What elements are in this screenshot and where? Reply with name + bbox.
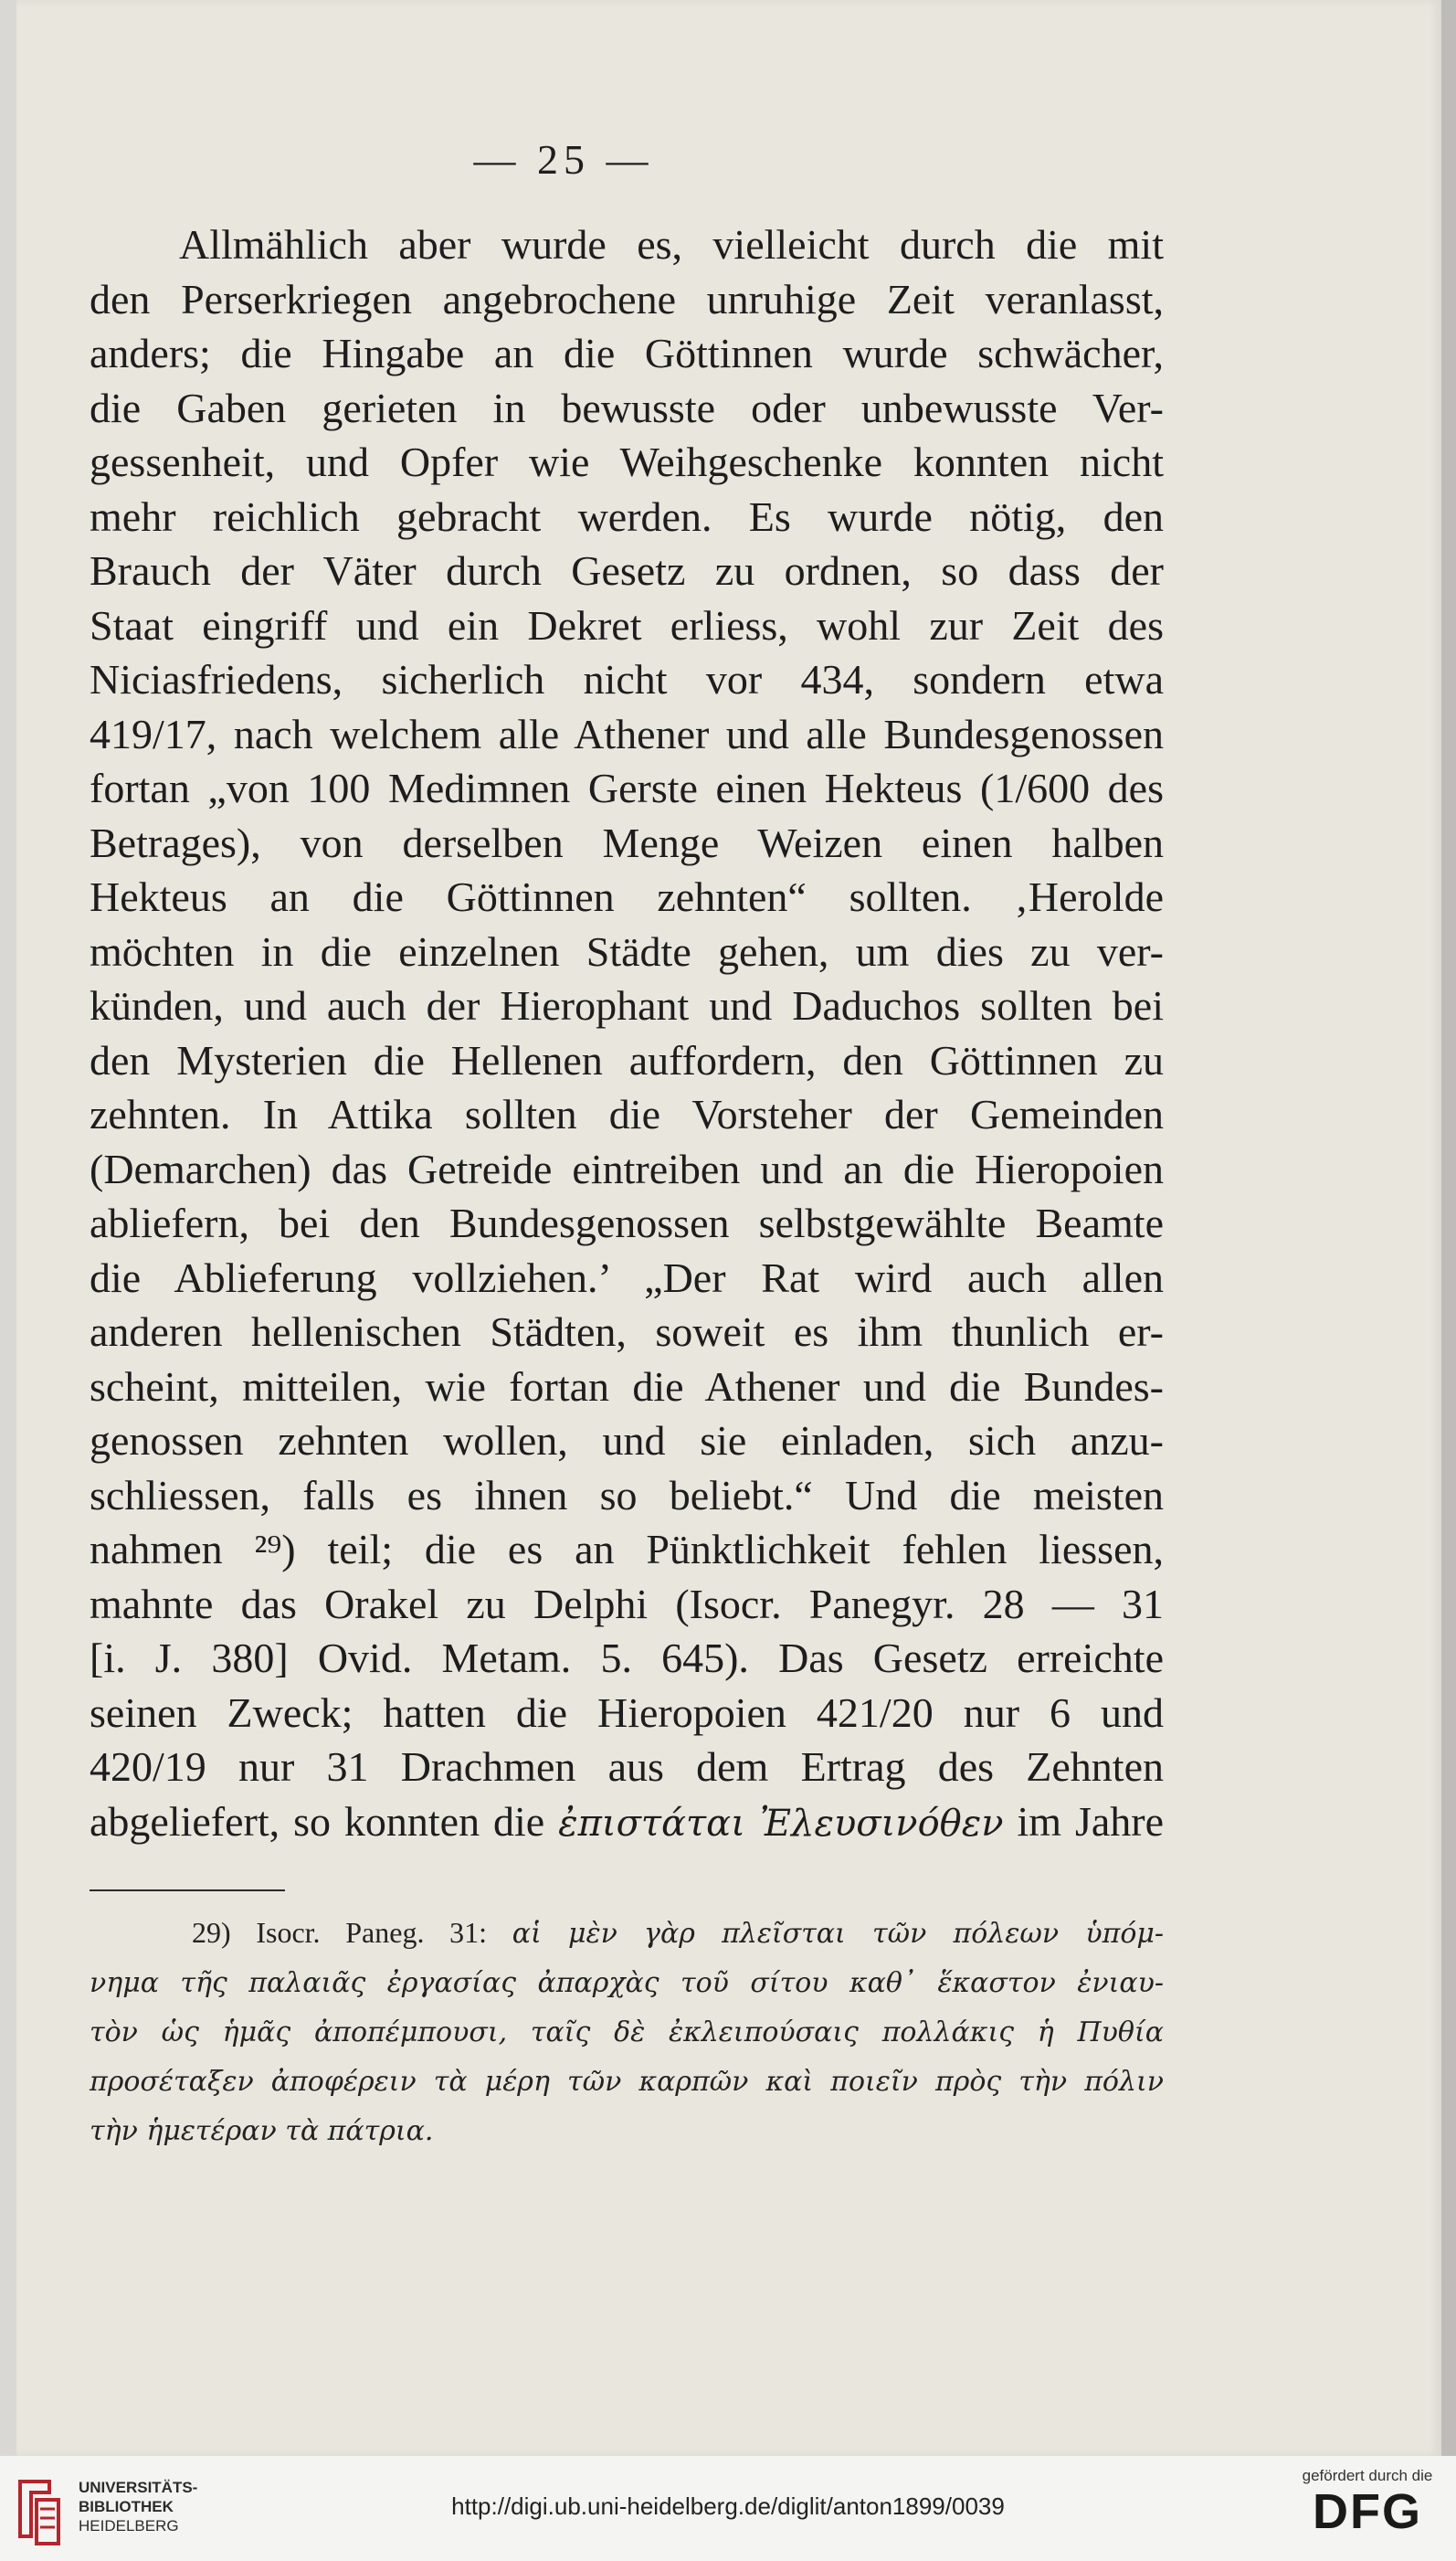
body-line: Niciasfriedens, sicherlich nicht vor 434, sondern etwa <box>90 656 1164 703</box>
body-line: den Perserkriegen angebrochene unruhige Zeit veranlasst, <box>90 275 1164 323</box>
body-line: abliefern, bei den Bundesgenossen selbstgewählte Beamte <box>90 1200 1164 1246</box>
body-line: genossen zehnten wollen, und sie einladen, sich anzu- <box>90 1417 1164 1464</box>
body-line: nahmen ²⁹) teil; die es an Pünktlichkeit fehlen liessen, <box>90 1526 1164 1572</box>
footnote-divider <box>90 1889 285 1891</box>
logo-line: HEIDELBERG <box>79 2517 179 2535</box>
body-line: 419/17, nach welchem alle Athener und alle Bundesgenossen <box>90 710 1164 757</box>
body-line: die Ablieferung vollziehen.’ „Der Rat wird auch allen <box>90 1254 1164 1301</box>
page-edge <box>1441 0 1456 2456</box>
page-number: — 25 — <box>473 136 654 183</box>
body-line: Allmählich aber wurde es, vielleicht durch die mit <box>179 221 1164 268</box>
body-line: Hekteus an die Göttinnen zehnten“ sollten. ‚Herolde <box>90 873 1164 920</box>
body-line: Brauch der Väter durch Gesetz zu ordnen, so dass der <box>90 547 1164 594</box>
body-line: (Demarchen) das Getreide eintreiben und an die Hieropoien <box>90 1145 1164 1192</box>
footnote-ref: 29) Isocr. Paneg. 31: <box>192 1916 488 1949</box>
funding-credit <box>1292 2467 1443 2538</box>
body-line: fortan „von 100 Medimnen Gerste einen Hekteus (1/600 des <box>90 765 1164 811</box>
permalink-url[interactable]: http://digi.ub.uni-heidelberg.de/diglit/anton1899/0039 <box>451 2492 1005 2520</box>
body-line: 420/19 nur 31 Drachmen aus dem Ertrag des Zehnten <box>90 1743 1164 1790</box>
footnote-line: προσέταξεν ἀποφέρειν τὰ μέρη τῶν καρπῶν καὶ ποιεῖν πρὸς τὴν πόλιν <box>90 2066 1164 2098</box>
footnote-greek: αἱ μὲν γὰρ πλεῖσται τῶν πόλεων ὑπόμ- <box>512 1918 1165 1950</box>
body-line: scheint, mitteilen, wie fortan die Athener und die Bundes- <box>90 1362 1164 1410</box>
body-line: möchten in die einzelnen Städte gehen, um dies zu ver- <box>90 927 1164 975</box>
body-line: zehnten. In Attika sollten die Vorsteher der Gemeinden <box>90 1091 1164 1138</box>
body-paragraph <box>90 217 1164 1851</box>
funding-label: gefördert durch die <box>1302 2467 1433 2484</box>
footnote-line: τὴν ἡμετέραν τὰ πάτρια. <box>90 2115 434 2147</box>
body-line: schliessen, falls es ihnen so beliebt.“ Und die meisten <box>90 1471 1164 1519</box>
body-line: mehr reichlich gebracht werden. Es wurde nötig, den <box>90 492 1164 540</box>
body-line: den Mysterien die Hellenen auffordern, den Göttinnen zu <box>90 1036 1164 1084</box>
body-line-last <box>90 1794 1164 1852</box>
body-line: seinen Zweck; hatten die Hieropoien 421/20 nur 6 und <box>90 1688 1164 1736</box>
footnote-line: νημα τῆς παλαιᾶς ἐργασίας ἀπαρχὰς τοῦ σίτου καθ᾽ ἕκαστον ἐνιαυ- <box>90 1967 1164 1999</box>
greek-phrase: ἐπιστάται Ἐλευσινόθεν <box>558 1802 1004 1845</box>
body-line: mahnte das Orakel zu Delphi (Isocr. Panegyr. 28 — 31 <box>90 1580 1164 1627</box>
footnote-line <box>90 1908 1164 1959</box>
body-line: künden, und auch der Hierophant und Daduchos sollten bei <box>90 982 1164 1029</box>
body-line: die Gaben gerieten in bewusste oder unbewusste Ver- <box>90 384 1164 431</box>
logo-line: UNIVERSITÄTS- <box>79 2479 198 2496</box>
body-line-end: im Jahre <box>1017 1797 1165 1845</box>
body-line: gessenheit, und Opfer wie Weihgeschenke konnten nicht <box>90 439 1164 485</box>
body-line: Staat eingriff und ein Dekret erliess, wohl zur Zeit des <box>90 601 1164 649</box>
dfg-logo: DFG <box>1313 2484 1422 2539</box>
body-line: anderen hellenischen Städten, soweit es ihm thunlich er- <box>90 1308 1164 1355</box>
body-line: Betrages), von derselben Menge Weizen einen halben <box>90 819 1164 866</box>
logo-line: BIBLIOTHEK <box>79 2498 174 2515</box>
body-line-start: abgeliefert, so konnten die <box>90 1797 545 1845</box>
body-line: anders; die Hingabe an die Göttinnen wurde schwächer, <box>90 330 1164 376</box>
body-line: [i. J. 380] Ovid. Metam. 5. 645). Das Gesetz erreichte <box>90 1635 1164 1681</box>
footnote-line: τὸν ὡς ἡμᾶς ἀποπέμπουσι, ταῖς δὲ ἐκλειπούσαις πολλάκις ἡ Πυθία <box>90 2016 1164 2048</box>
footnote <box>90 1908 1164 2156</box>
